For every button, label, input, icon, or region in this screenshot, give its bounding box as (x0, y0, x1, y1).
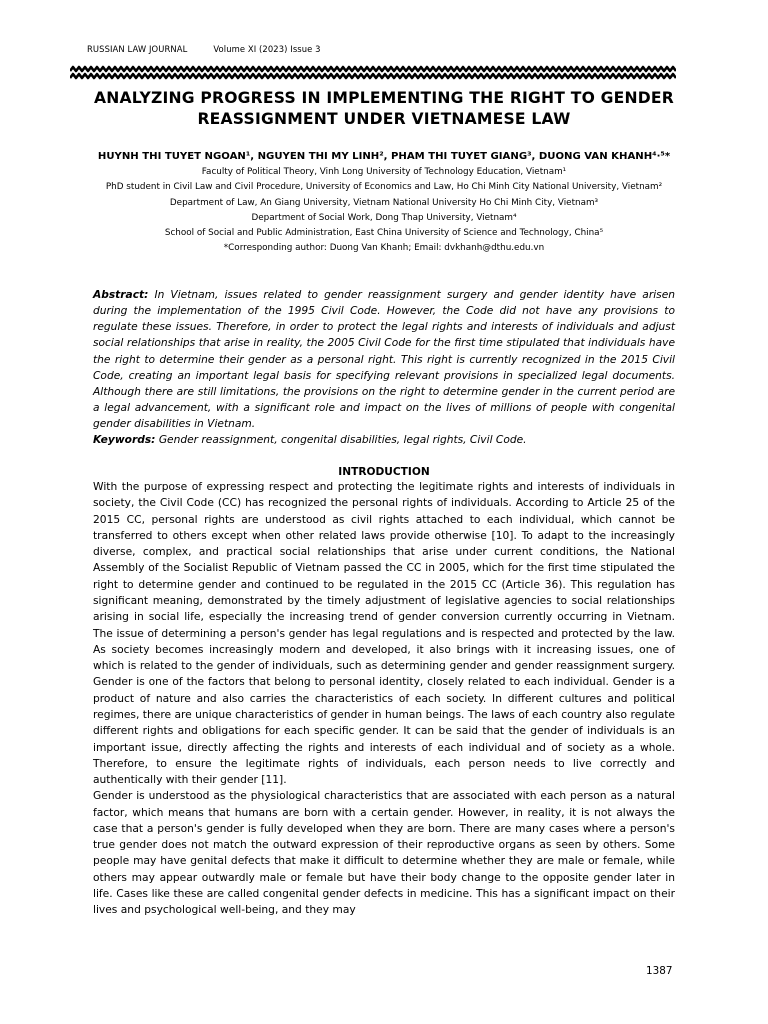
abstract-text: In Vietnam, issues related to gender reassignment surgery and gender identity have arisen during the implementation of the 1995 Civil Code. However, the Code did not have any provisions to regulate these issues. Therefore, in order to protect the legal rights and interests of individuals and adjust social relationships that arise in reality, the 2005 Civil Code for the first time stipulated that individuals have the right to determine their gender as a personal right. This right is currently recognized in the 2015 Civil Code, creating an important legal basis for specifying relevant provisions in specialized legal documents. Although there are still limitations, the provisions on the right to determine gender in the current period are a legal advancement, with a significant role and impact on the lives of millions of people with congenital gender disabilities in Vietnam. (93, 288, 675, 431)
introduction-body (93, 479, 675, 919)
body-paragraph-1: With the purpose of expressing respect and protecting the legitimate rights and interests of individuals in society, the Civil Code (CC) has recognized the personal rights of individuals. According to Article 25 of the 2015 CC, personal rights are understood as civil rights attached to each individual, which cannot be transferred to others except when other related laws provide otherwise [10]. To adapt to the increasingly diverse, complex, and practical social relationships that arise under current conditions, the National Assembly of the Socialist Republic of Vietnam passed the CC in 2005, which for the first time stipulated the right to determine gender and continued to be regulated in the 2015 CC (Article 36). This regulation has significant meaning, demonstrated by the timely adjustment of legislative agencies to social relationships arising in social life, especially the increasing trend of gender conversion currently occurring in Vietnam. The issue of determining a person's gender has legal regulations and is respected and protected by the law. As society becomes increasingly modern and developed, it also brings with it increasing issues, one of which is related to the gender of individuals, such as determining gender and gender reassignment surgery. Gender is one of the factors that belong to personal identity, closely related to each individual. Gender is a product of nature and also carries the characteristics of each society. In different cultures and political regimes, there are unique characteristics of gender in human beings. The laws of each country also regulate different rights and obligations for each specific gender. It can be said that the gender of individuals is an important issue, directly affecting the rights and interests of each individual and of society as a whole. Therefore, to ensure the legitimate rights of individuals, each person needs to live correctly and authentically with their gender [11]. (93, 480, 675, 787)
journal-volume: Volume XI (2023) Issue 3 (213, 44, 321, 54)
author-list: HUYNH THI TUYET NGOAN¹, NGUYEN THI MY LINH², PHAM THI TUYET GIANG³, DUONG VAN KHANH⁴·⁵* (97, 151, 671, 162)
decorative-wave-border (70, 65, 676, 81)
affiliation-3: Department of Law, An Giang University, Vietnam National University Ho Chi Minh City, Vietnam³ (169, 197, 599, 208)
journal-name: RUSSIAN LAW JOURNAL (87, 44, 188, 54)
paper-title: ANALYZING PROGRESS IN IMPLEMENTING THE RIGHT TO GENDER REASSIGNMENT UNDER VIETNAMESE LAW (94, 89, 674, 128)
body-paragraph-2: Gender is understood as the physiological characteristics that are associated with each person as a natural factor, which means that humans are born with a certain gender. However, in reality, it is not always the case that a person's gender is fully developed when they are born. There are many cases where a person's true gender does not match the outward expression of their reproductive organs as seen by others. Some people may have genital defects that make it difficult to determine whether they are male or female, while others may appear outwardly male or female but have their body change to the opposite gender later in life. Cases like these are called congenital gender defects in medicine. This has a significant impact on their lives and psychological well-being, and they may (93, 789, 675, 917)
page-number: 1387 (646, 965, 673, 977)
abstract (93, 287, 675, 432)
running-header (87, 44, 321, 54)
corresponding-author: *Corresponding author: Duong Van Khanh; Email: dvkhanh@dthu.edu.vn (223, 243, 545, 254)
affiliation-2: PhD student in Civil Law and Civil Procedure, University of Economics and Law, Ho Chi Minh City National University, Vietnam² (105, 182, 663, 193)
keywords-label: Keywords: (93, 433, 156, 446)
keywords (93, 432, 675, 448)
abstract-label: Abstract: (93, 288, 149, 301)
affiliation-4: Department of Social Work, Dong Thap University, Vietnam⁴ (251, 212, 517, 223)
affiliations (96, 165, 672, 257)
keywords-text: Gender reassignment, congenital disabilities, legal rights, Civil Code. (158, 433, 527, 446)
affiliation-5: School of Social and Public Administration, East China University of Science and Technology, China⁵ (164, 228, 604, 239)
affiliation-1: Faculty of Political Theory, Vinh Long University of Technology Education, Vietnam¹ (201, 167, 567, 177)
section-heading-introduction: INTRODUCTION (338, 466, 430, 478)
